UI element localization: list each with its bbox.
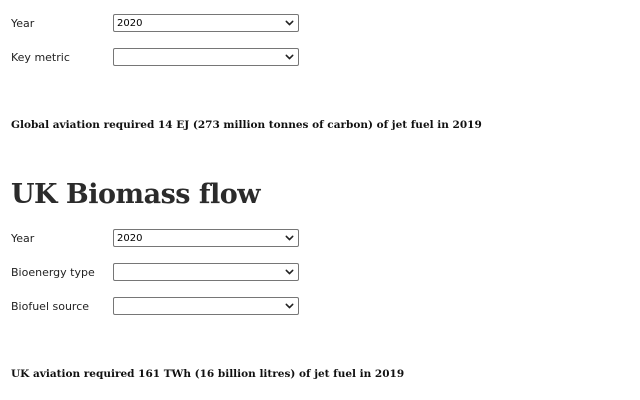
uk-year-value: 2020 xyxy=(117,232,143,244)
global-year-label: Year xyxy=(11,16,35,30)
chevron-down-icon xyxy=(285,18,294,28)
chevron-down-icon xyxy=(285,301,294,311)
uk-year-row xyxy=(11,229,299,247)
uk-bioenergy-type-label: Bioenergy type xyxy=(11,265,95,279)
global-key-metric-select[interactable] xyxy=(113,48,299,66)
global-year-row xyxy=(11,14,299,32)
uk-year-label: Year xyxy=(11,231,35,245)
global-aviation-caption: Global aviation required 14 EJ (273 million tonnes of carbon) of jet fuel in 2019 xyxy=(11,119,482,131)
uk-aviation-caption: UK aviation required 161 TWh (16 billion litres) of jet fuel in 2019 xyxy=(11,368,405,380)
global-key-metric-label: Key metric xyxy=(11,50,70,64)
chevron-down-icon xyxy=(285,233,294,243)
uk-year-select[interactable] xyxy=(113,229,299,247)
uk-biofuel-source-label: Biofuel source xyxy=(11,299,90,313)
chevron-down-icon xyxy=(285,267,294,277)
uk-biomass-title: UK Biomass flow xyxy=(11,179,260,210)
uk-biofuel-source-select[interactable] xyxy=(113,297,299,315)
chevron-down-icon xyxy=(285,52,294,62)
global-year-select[interactable] xyxy=(113,14,299,32)
uk-biofuel-source-row xyxy=(11,297,299,315)
uk-bioenergy-type-select[interactable] xyxy=(113,263,299,281)
global-year-value: 2020 xyxy=(117,17,143,29)
uk-bioenergy-type-row xyxy=(11,263,299,281)
global-key-metric-row xyxy=(11,48,299,66)
